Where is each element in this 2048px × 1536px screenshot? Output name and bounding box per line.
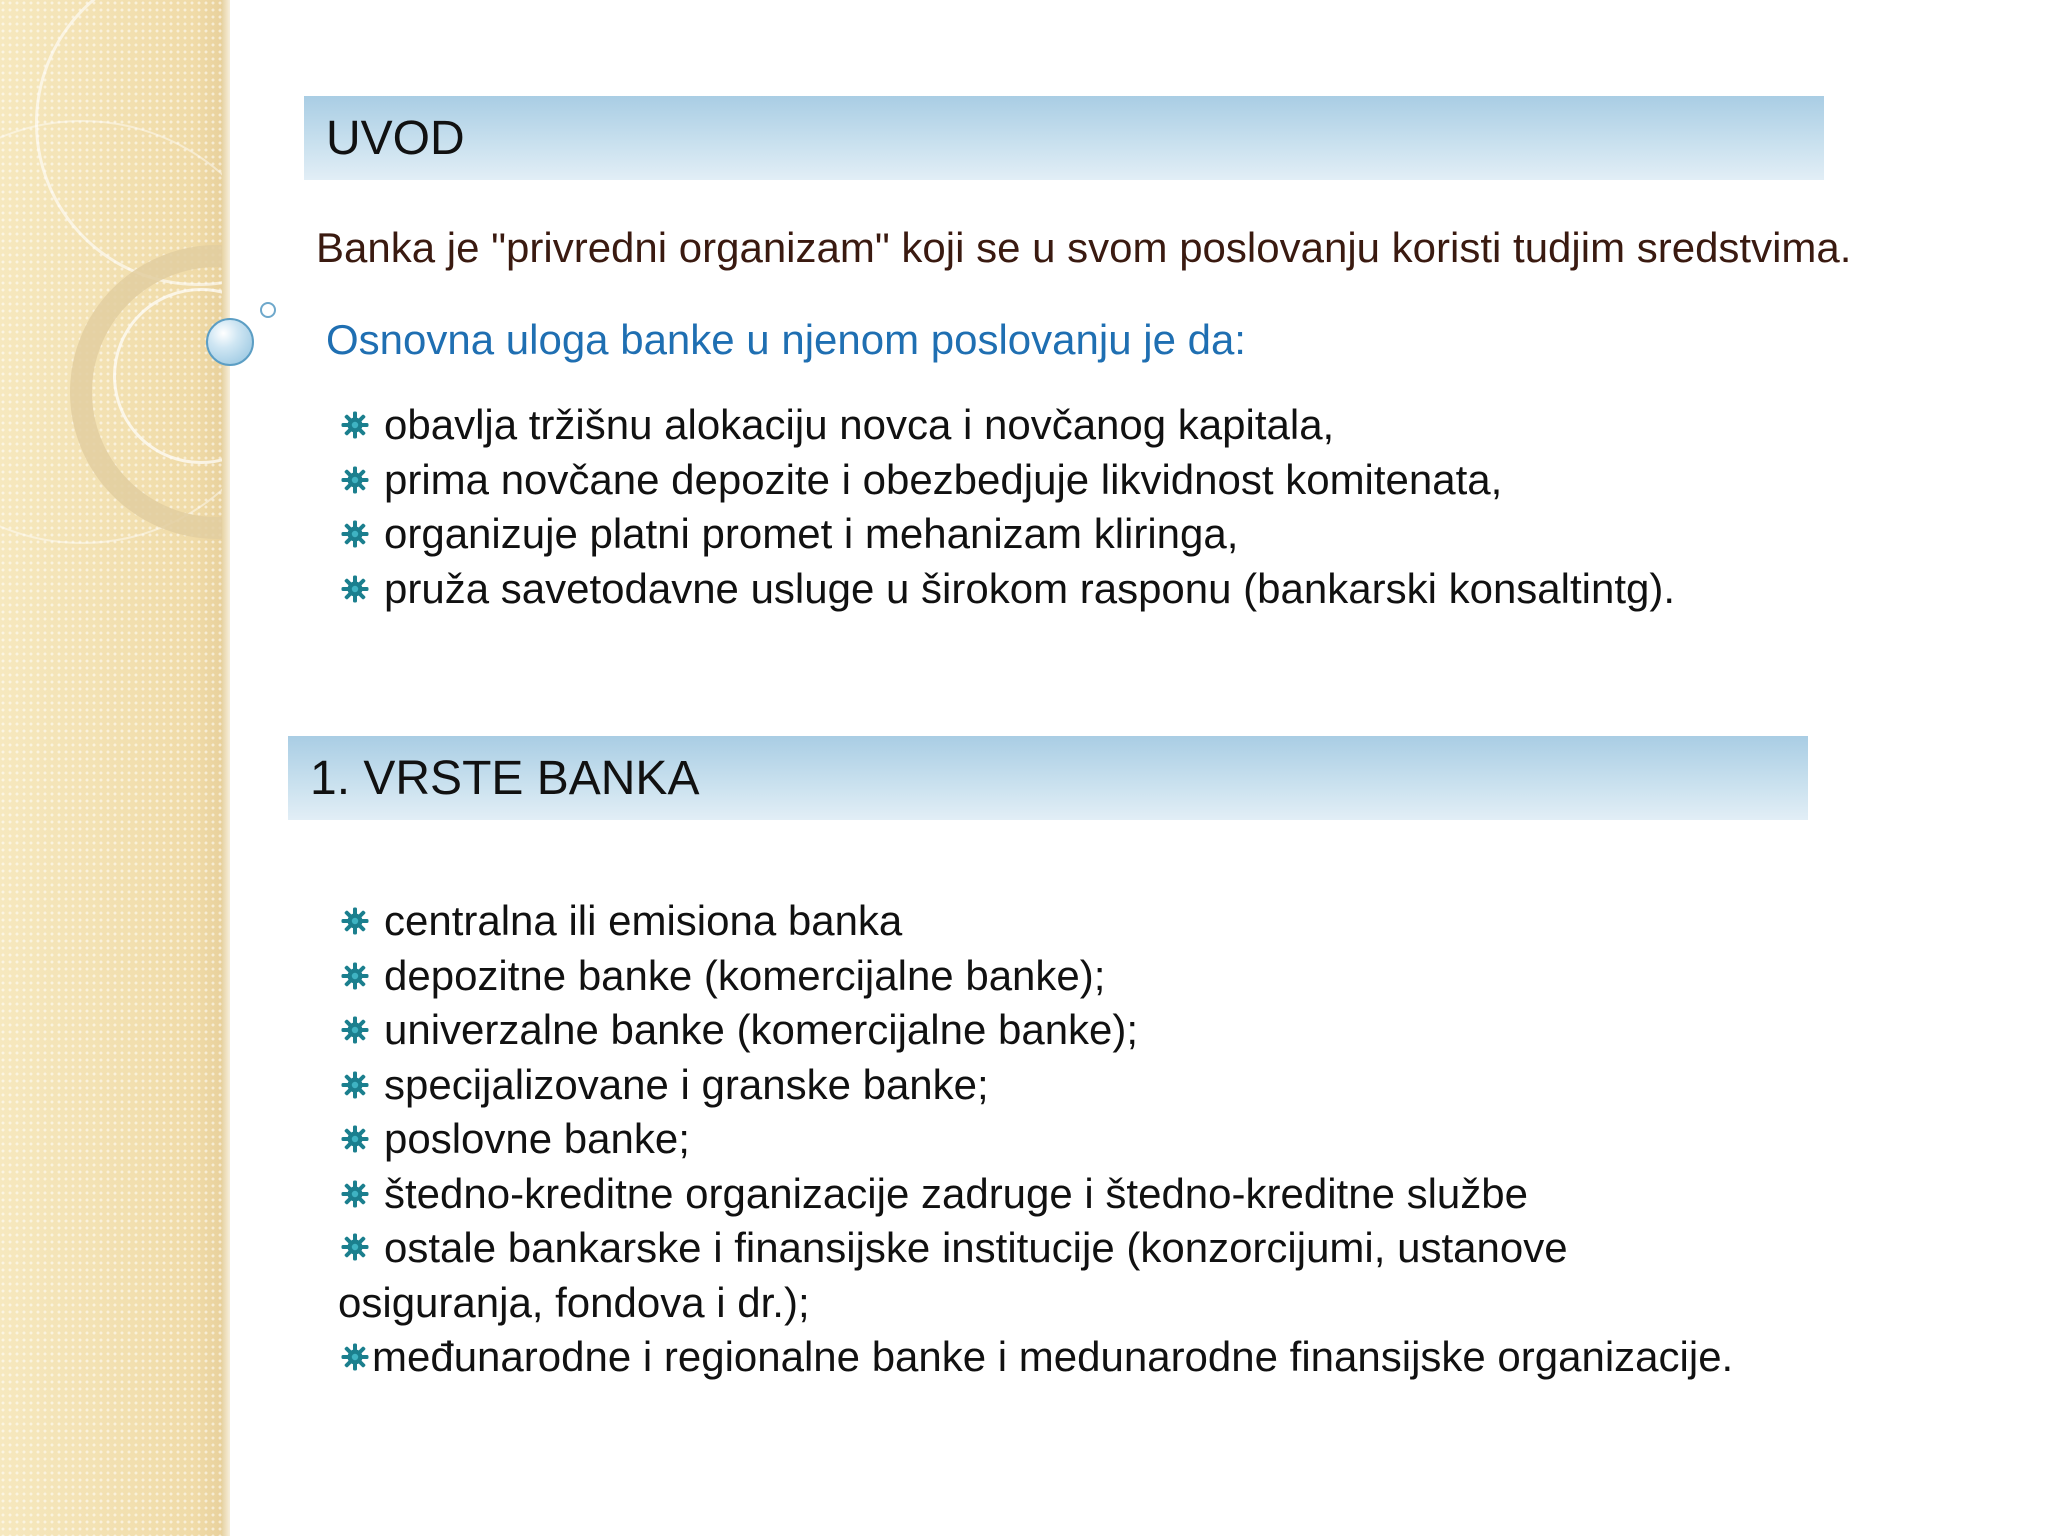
bank-types-list [340, 894, 1840, 1385]
star-bullet-icon [340, 961, 370, 991]
section-header-vrste-banka [288, 736, 1808, 820]
list-item: pruža savetodavne usluge u širokom rasponu (bankarski konsaltintg). [340, 562, 1675, 617]
intro-text: Banka je "privredni organizam" koji se u svom poslovanju koristi tudjim sredstvima. [316, 224, 1852, 271]
decorative-bubble-small [260, 302, 276, 318]
star-bullet-icon [340, 1232, 370, 1262]
section-title: UVOD [326, 111, 465, 165]
list-item: centralna ili emisiona banka [340, 894, 1840, 949]
lead-text: Osnovna uloga banke u njenom poslovanju je da: [326, 316, 1246, 363]
decorative-bubble [206, 318, 254, 366]
decorative-side-strip [0, 0, 228, 1536]
star-bullet-icon [340, 519, 370, 549]
star-bullet-icon [340, 1179, 370, 1209]
bank-roles-list [340, 398, 1675, 616]
list-item: organizuje platni promet i mehanizam kliringa, [340, 507, 1675, 562]
section-title: 1. VRSTE BANKA [310, 751, 700, 805]
list-item: univerzalne banke (komercijalne banke); [340, 1003, 1840, 1058]
list-item: obavlja tržišnu alokaciju novca i novčanog kapitala, [340, 398, 1675, 453]
list-item: prima novčane depozite i obezbedjuje likvidnost komitenata, [340, 453, 1675, 508]
star-bullet-icon [340, 1015, 370, 1045]
star-bullet-icon [340, 574, 370, 604]
star-bullet-icon [340, 1124, 370, 1154]
list-item: međunarodne i regionalne banke i medunarodne finansijske organizacije. [340, 1330, 1840, 1385]
list-item: ostale bankarske i finansijske institucije (konzorcijumi, ustanove osiguranja, fondova i dr.); [338, 1224, 1568, 1326]
list-item: specijalizovane i granske banke; [340, 1058, 1840, 1113]
star-bullet-icon [340, 1342, 370, 1372]
section-header-uvod [304, 96, 1824, 180]
star-bullet-icon [340, 465, 370, 495]
list-item: depozitne banke (komercijalne banke); [340, 949, 1840, 1004]
star-bullet-icon [340, 1070, 370, 1100]
list-item: poslovne banke; [340, 1112, 1840, 1167]
star-bullet-icon [340, 906, 370, 936]
star-bullet-icon [340, 410, 370, 440]
side-strip-edge [222, 0, 230, 1536]
list-item: štedno-kreditne organizacije zadruge i štedno-kreditne službe [340, 1167, 1840, 1222]
